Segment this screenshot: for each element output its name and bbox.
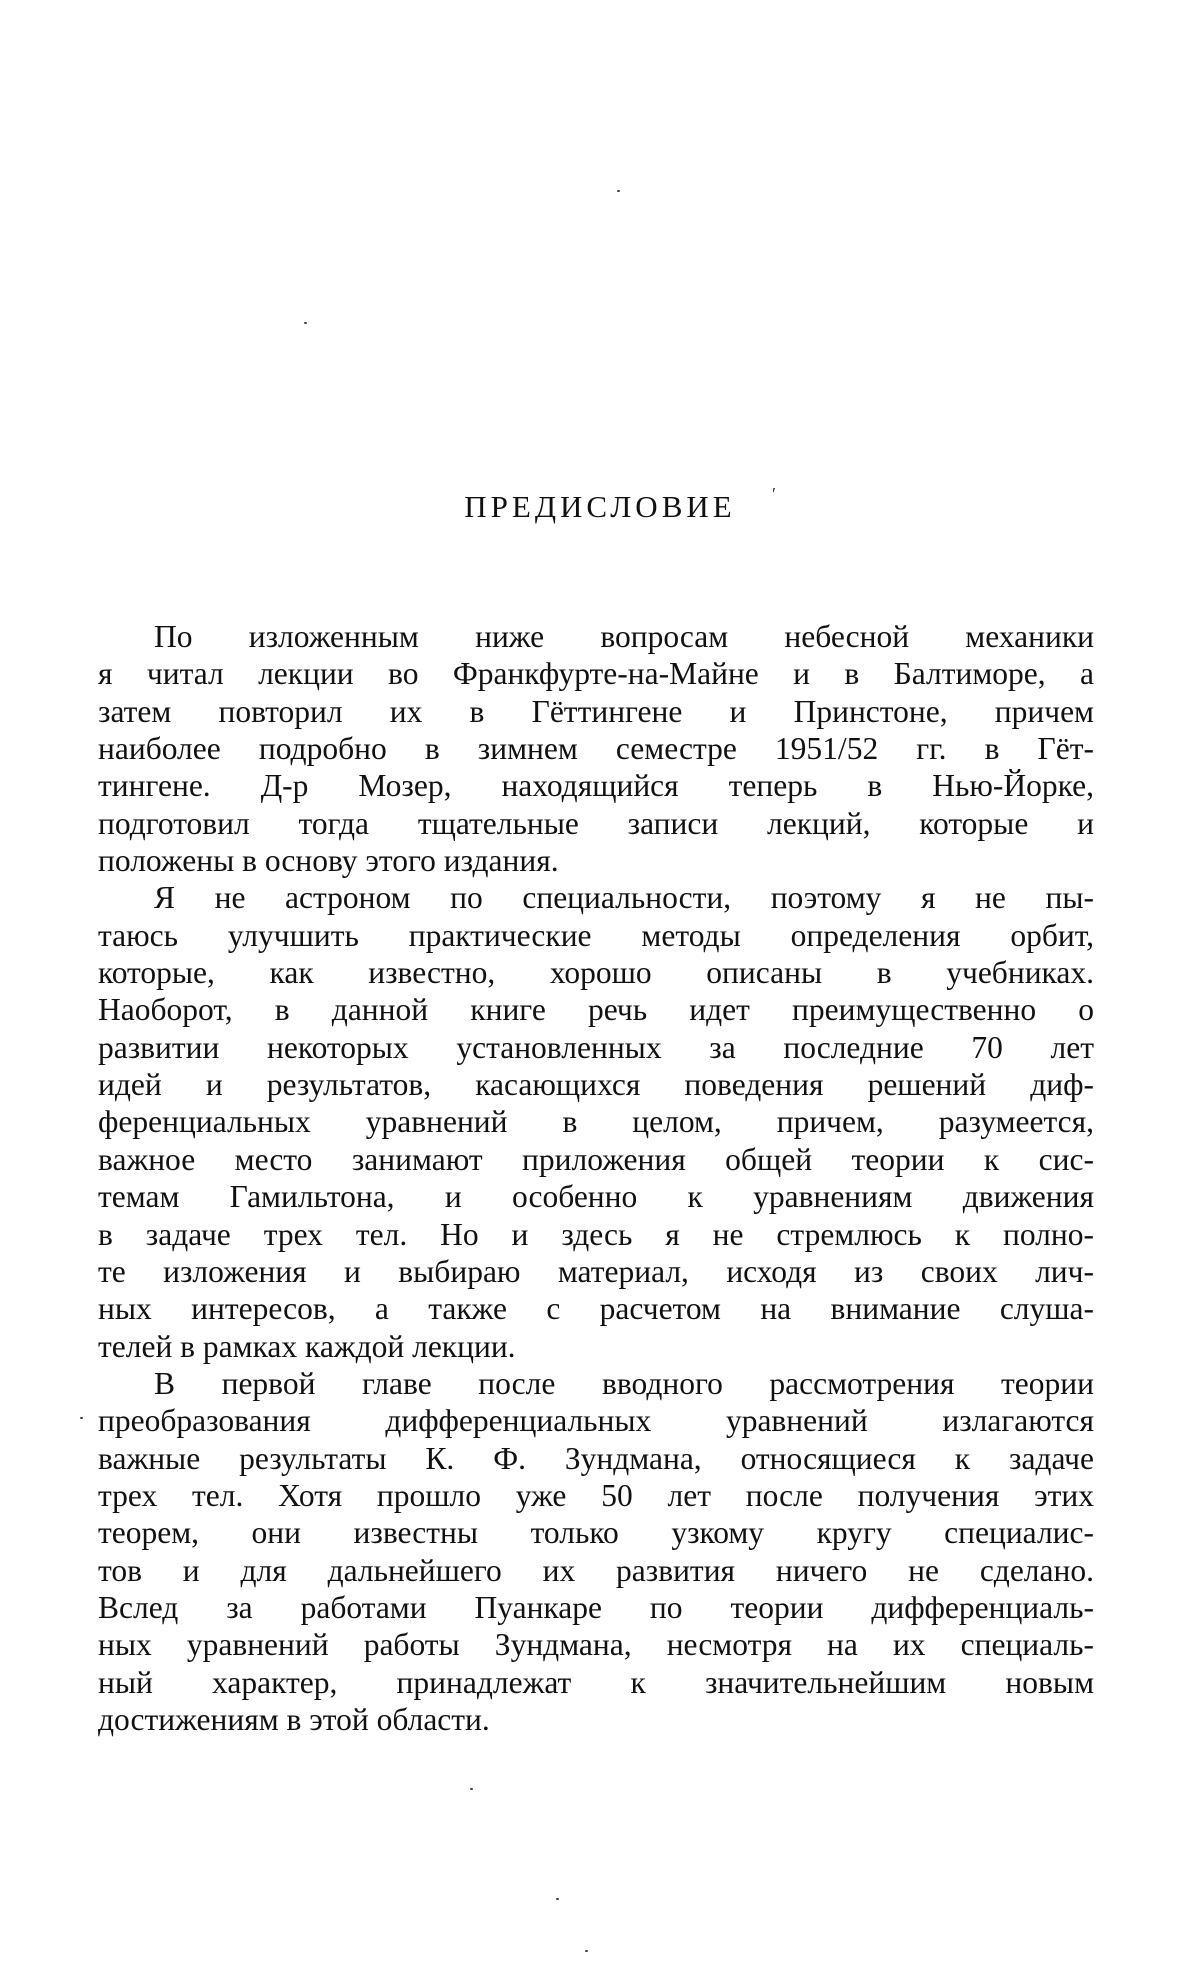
scan-speck (617, 190, 620, 192)
text-line: положены в основу этого издания. (98, 843, 559, 879)
text-line: подготовил тогда тщательные записи лекций, которые и (98, 805, 1094, 841)
text-line: ференциальных уравнений в целом, причем, разумеется, (98, 1104, 1094, 1140)
text-line: ный характер, принадлежат к значительнейшим новым (98, 1664, 1094, 1700)
text-line: те изложения и выбираю материал, исходя из своих лич- (98, 1253, 1094, 1289)
text-line: трех тел. Хотя прошло уже 50 лет после получения этих (98, 1477, 1094, 1513)
scan-speck (585, 1950, 588, 1952)
text-line: достижениям в этой области. (98, 1701, 490, 1737)
text-line: В первой главе после вводного рассмотрения теории (154, 1365, 1094, 1401)
text-line: преобразования дифференциальных уравнений излагаются (98, 1403, 1094, 1439)
paragraph-1 (98, 618, 1094, 879)
text-line: затем повторил их в Гёттингене и Принстоне, причем (98, 693, 1094, 729)
text-line: ных интересов, а также с расчетом на внимание слуша- (98, 1291, 1094, 1327)
text-line: Я не астроном по специальности, поэтому я не пы- (154, 880, 1094, 916)
text-line: тов и для дальнейшего их развития ничего не сделано. (98, 1552, 1094, 1588)
text-line: тингене. Д-р Мозер, находящийся теперь в Нью-Йорке, (98, 768, 1094, 804)
text-line: идей и результатов, касающихся поведения решений диф- (98, 1067, 1094, 1103)
text-line: в задаче трех тел. Но и здесь я не стремлюсь к полно- (98, 1216, 1094, 1252)
text-line: Вслед за работами Пуанкаре по теории дифференциаль- (98, 1589, 1094, 1625)
text-line: темам Гамильтона, и особенно к уравнениям движения (98, 1179, 1094, 1215)
text-line: которые, как известно, хорошо описаны в учебниках. (98, 955, 1094, 991)
text-line: важное место занимают приложения общей теории к сис- (98, 1141, 1094, 1177)
text-line: ных уравнений работы Зундмана, несмотря на их специаль- (98, 1627, 1094, 1663)
paragraph-3 (98, 1365, 1094, 1738)
text-line: развитии некоторых установленных за последние 70 лет (98, 1029, 1094, 1065)
text-line: Наоборот, в данной книге речь идет преимущественно о (98, 992, 1094, 1028)
title-mark: ′ (772, 484, 776, 504)
text-line: важные результаты К. Ф. Зундмана, относящиеся к задаче (98, 1440, 1094, 1476)
text-line: По изложенным ниже вопросам небесной механики (154, 619, 1094, 654)
body-text (98, 618, 1094, 1738)
paragraph-2 (98, 879, 1094, 1364)
scan-speck (470, 1788, 473, 1790)
page-title: ПРЕДИСЛОВИЕ (464, 489, 736, 524)
scan-speck (304, 322, 307, 324)
scan-speck (80, 1417, 83, 1419)
text-line: телей в рамках каждой лекции. (98, 1328, 516, 1364)
scan-speck (556, 1898, 559, 1900)
text-line: таюсь улучшить практические методы определения орбит, (98, 917, 1094, 953)
text-line: я читал лекции во Франкфурте-на-Майне и в Балтиморе, а (98, 656, 1094, 692)
text-line: теорем, они известны только узкому кругу специалис- (98, 1515, 1094, 1551)
text-line: наиболее подробно в зимнем семестре 1951/52 гг. в Гёт- (98, 731, 1094, 767)
